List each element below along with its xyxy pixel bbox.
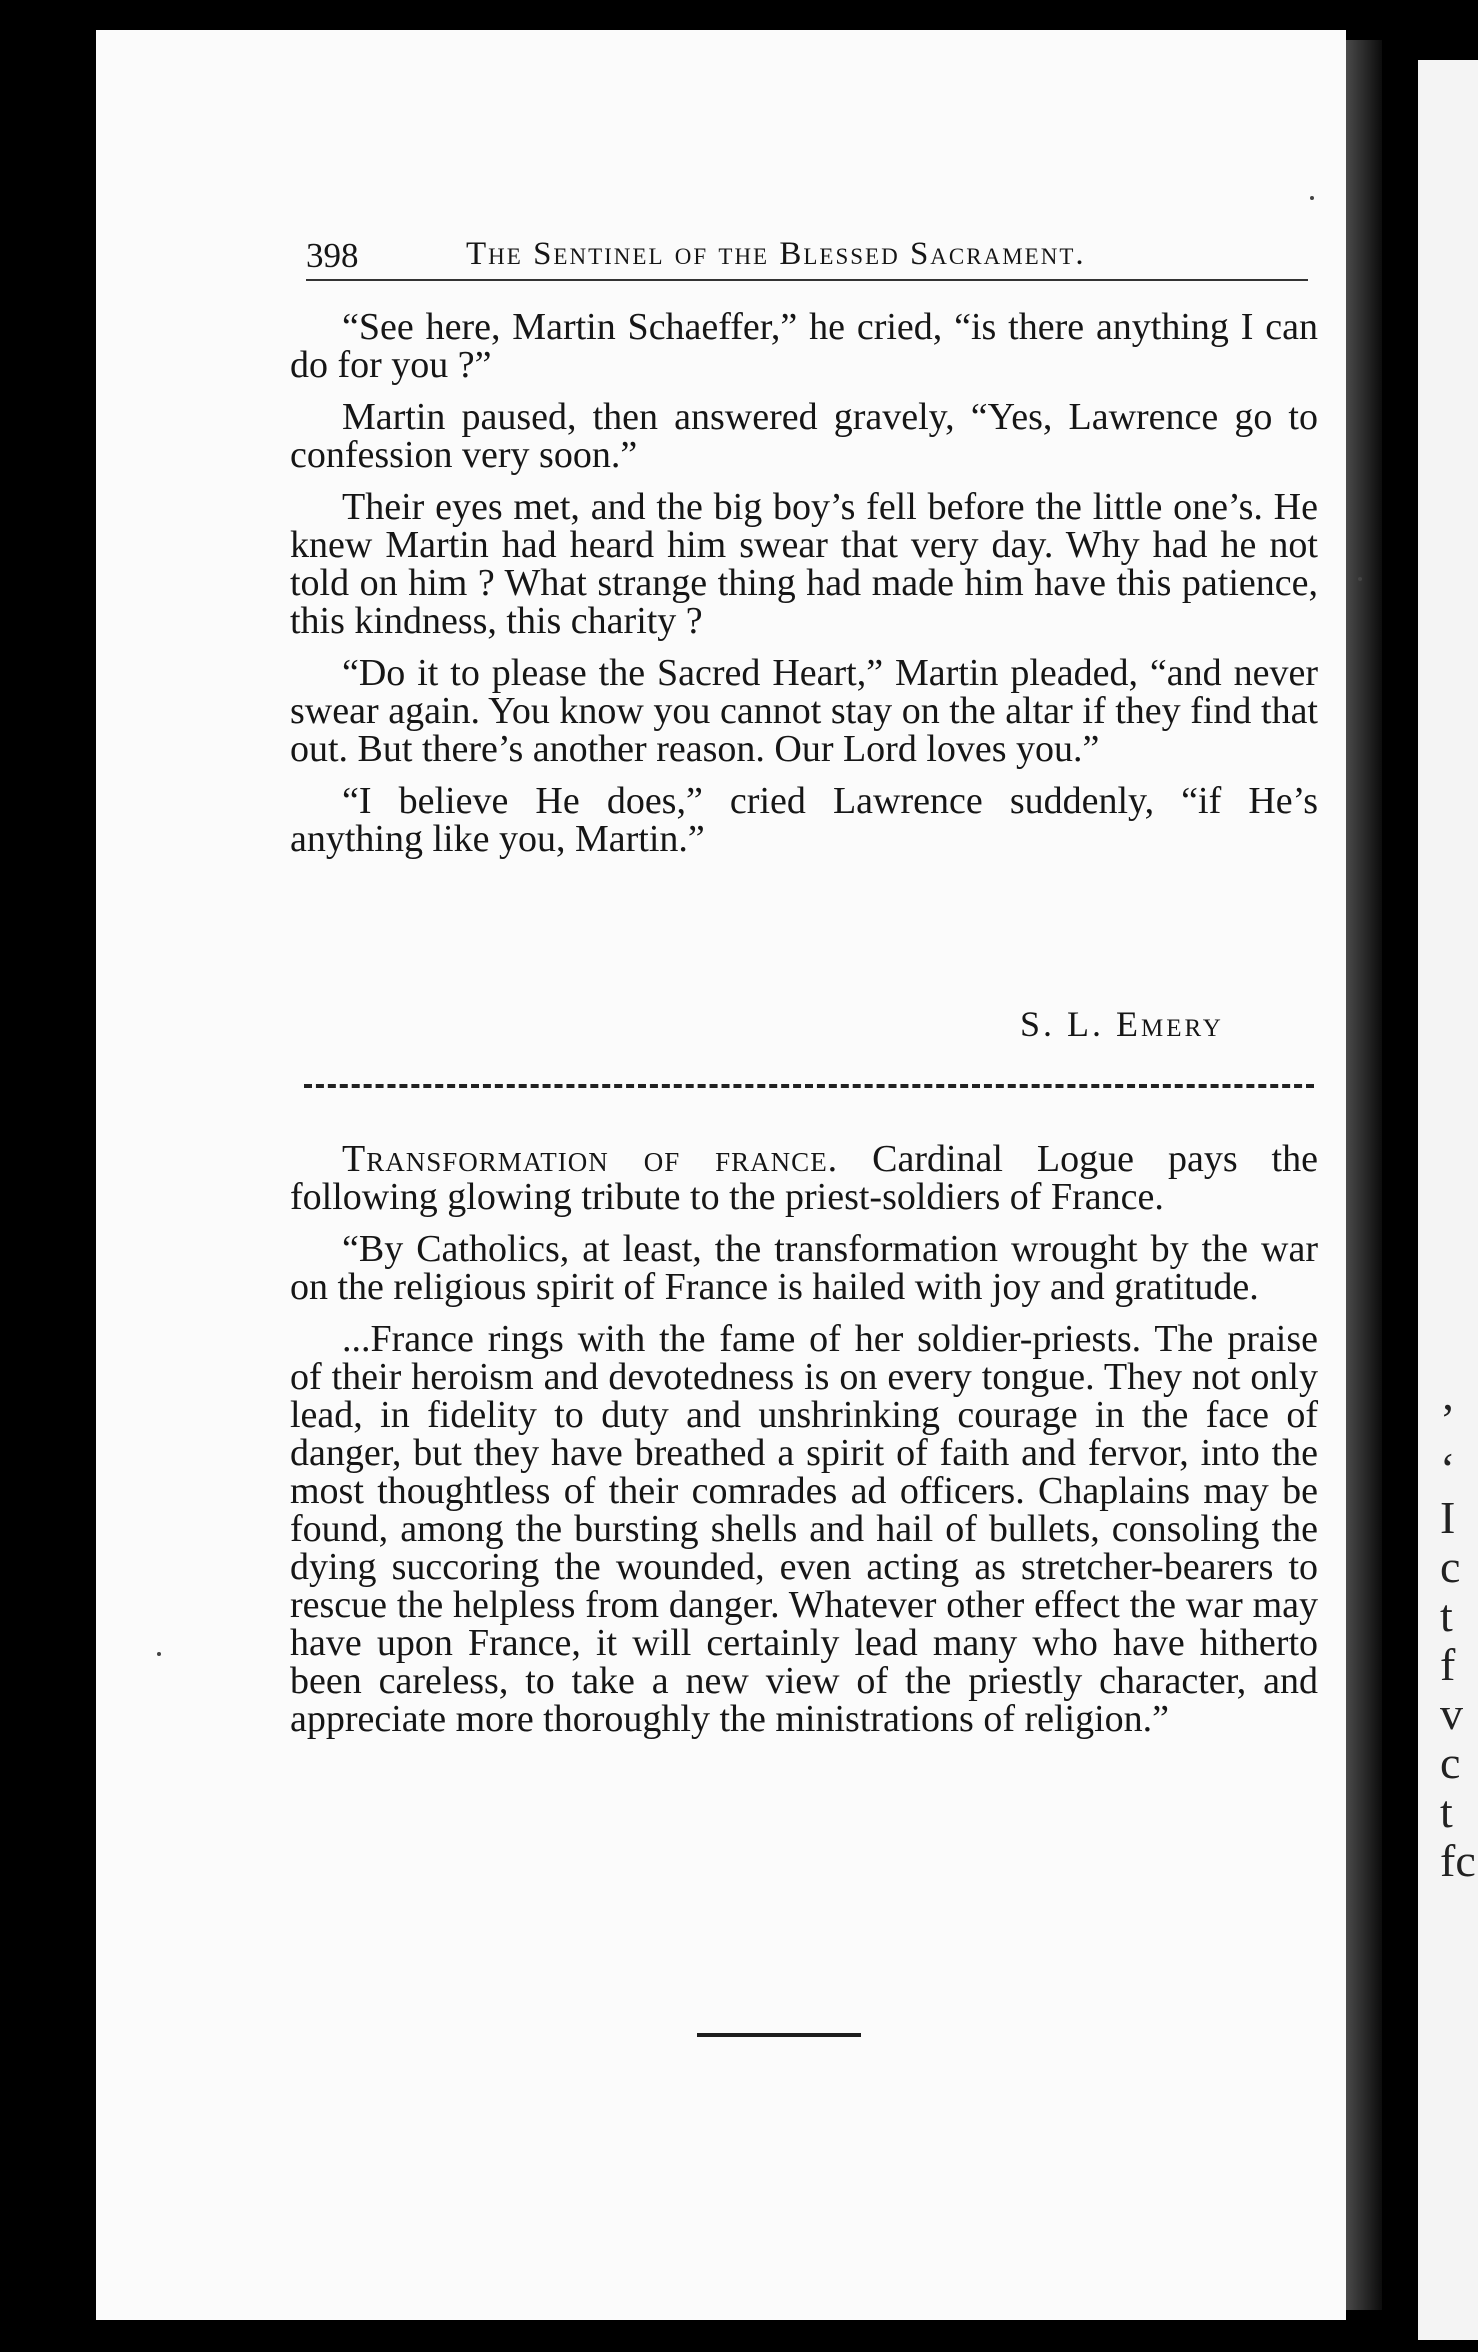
story-paragraph: “See here, Martin Schaeffer,” he cried, “is there anything I can do for you ?”	[290, 306, 1318, 386]
author-signature: S. L. Emery	[1020, 1004, 1224, 1044]
adjacent-letter: v	[1440, 1688, 1463, 1739]
adjacent-letter: I	[1440, 1492, 1456, 1543]
print-speck	[1358, 577, 1362, 581]
adjacent-letter: c	[1440, 1541, 1461, 1592]
article-lead-text: Cardinal Logue pays the following glowing tribute to the priest-soldiers of France.	[290, 1138, 1318, 1218]
adjacent-letter: c	[1440, 1737, 1461, 1788]
adjacent-letter: t	[1440, 1590, 1453, 1641]
end-rule	[697, 2033, 861, 2037]
adjacent-letter: t	[1440, 1786, 1453, 1837]
article-lead-caps: Transformation of france.	[342, 1138, 839, 1180]
section-divider	[304, 1084, 1314, 1088]
article-lead-paragraph	[290, 1140, 1318, 1216]
adjacent-letter: ‘	[1440, 1443, 1456, 1494]
print-speck	[1310, 196, 1314, 200]
adjacent-letter: ’	[1440, 1394, 1456, 1445]
story-ending	[290, 308, 1318, 872]
adjacent-letter: fc	[1440, 1835, 1476, 1886]
story-paragraph: “Do it to please the Sacred Heart,” Martin pleaded, “and never swear again. You know you cannot stay on the altar if they find that out. But there’s another reason. Our Lord loves you.”	[290, 652, 1318, 770]
france-article	[290, 1140, 1318, 1752]
running-title: The Sentinel of the Blessed Sacrament.	[466, 236, 1086, 272]
page-number: 398	[306, 236, 359, 275]
page-gutter-shadow	[1346, 40, 1382, 2310]
story-paragraph: Martin paused, then answered gravely, “Yes, Lawrence go to confession very soon.”	[290, 396, 1318, 476]
adjacent-page-edge	[1418, 60, 1478, 2340]
print-speck	[157, 1652, 161, 1656]
article-paragraph: “By Catholics, at least, the transformation wrought by the war on the religious spirit of France is hailed with joy and gratitude.	[290, 1228, 1318, 1308]
adjacent-letter: f	[1440, 1639, 1456, 1690]
article-paragraph: ...France rings with the fame of her soldier-priests. The praise of their heroism and devotedness is on every tongue. They not only lead, in fidelity to duty and unshrinking courage in the face of danger, but they have breathed a spirit of faith and fervor, into the most thoughtless of their comrades ad officers. Chaplains may be found, among the bursting shells and hail of bullets, consoling the dying succoring the wounded, even acting as stretcher-bearers to rescue the helpless from danger. Whatever other effect the war may have upon France, it will certainly lead many who have hitherto been careless, to take a new view of the priestly character, and appreciate more thoroughly the ministrations of religion.”	[290, 1318, 1318, 1740]
running-header	[306, 236, 1308, 281]
story-paragraph: “I believe He does,” cried Lawrence suddenly, “if He’s anything like you, Martin.”	[290, 780, 1318, 860]
adjacent-page-letters	[1440, 1395, 1476, 1885]
story-paragraph: Their eyes met, and the big boy’s fell before the little one’s. He knew Martin had heard him swear that very day. Why had he not told on him ? What strange thing had made him have this patience, this kindness, this charity ?	[290, 486, 1318, 642]
